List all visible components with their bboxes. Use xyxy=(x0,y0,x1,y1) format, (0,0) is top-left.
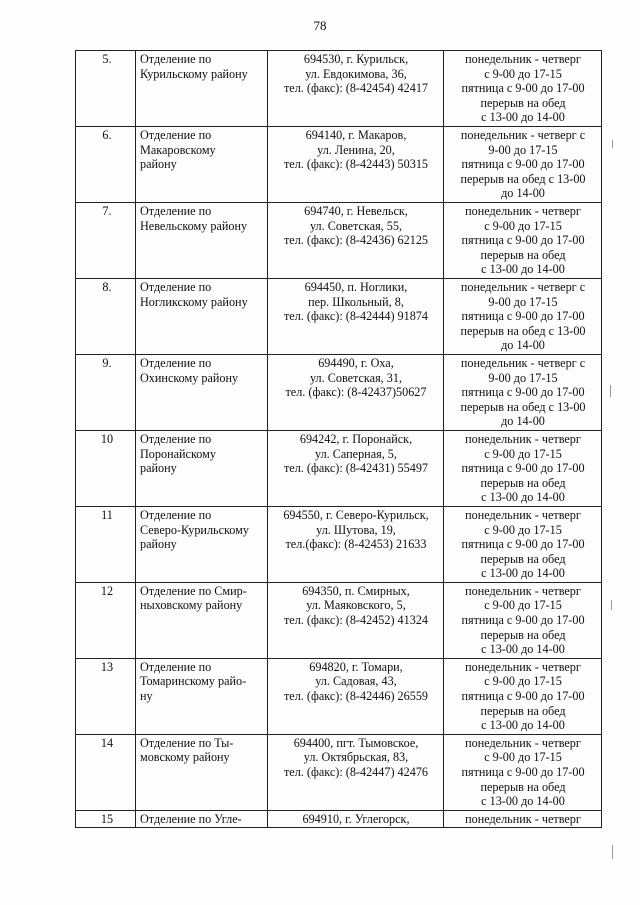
office-hours-line: до 14-00 xyxy=(501,338,545,353)
office-hours-line: понедельник - четверг xyxy=(465,507,581,522)
office-hours-line: понедельник - четверг с xyxy=(460,127,586,142)
table-row xyxy=(76,278,602,354)
office-address-cell xyxy=(268,810,444,828)
row-number: 13 xyxy=(100,659,114,674)
office-address-line: ул. Советская, 31, xyxy=(309,370,402,385)
office-hours-line: с 9-00 до 17-15 xyxy=(484,750,562,765)
office-name-line: Ногликскому району xyxy=(140,294,248,309)
office-hours-line: с 13-00 до 14-00 xyxy=(481,718,565,733)
row-number: 12 xyxy=(100,583,114,598)
office-address-cell xyxy=(268,506,444,582)
row-number-cell xyxy=(76,430,136,506)
office-name-line: Отделение по xyxy=(140,203,212,218)
row-number-cell xyxy=(76,354,136,430)
offices-table-body xyxy=(76,51,602,828)
office-name-line: Отделение по xyxy=(140,659,212,674)
office-hours-line: пятница с 9-00 до 17-00 xyxy=(461,537,585,552)
office-name-cell xyxy=(136,734,268,810)
office-hours-line: с 13-00 до 14-00 xyxy=(481,642,565,657)
office-name-line: району xyxy=(140,157,177,172)
office-hours-line: с 9-00 до 17-15 xyxy=(484,598,562,613)
office-address-line: ул. Шутова, 19, xyxy=(316,522,396,537)
office-hours-line: перерыв на обед xyxy=(480,247,566,262)
table-row xyxy=(76,506,602,582)
office-name-cell xyxy=(136,810,268,828)
office-name-line: Северо-Курильскому xyxy=(140,522,249,537)
office-hours-line: перерыв на обед xyxy=(480,779,566,794)
office-hours-line: с 13-00 до 14-00 xyxy=(481,566,565,581)
office-address-line: тел. (факс): (8-42446) 26559 xyxy=(283,689,429,704)
office-name-line: мовскому району xyxy=(140,750,230,765)
office-address-cell xyxy=(268,582,444,658)
row-number-cell xyxy=(76,734,136,810)
table-row xyxy=(76,810,602,828)
office-address-line: 694242, г. Поронайск, xyxy=(299,431,413,446)
office-hours-line: перерыв на обед xyxy=(480,703,566,718)
office-name-line: Отделение по Смир- xyxy=(140,583,247,598)
office-name-cell xyxy=(136,202,268,278)
row-number: 15 xyxy=(100,811,114,826)
office-name-line: Томаринскому райо- xyxy=(140,674,247,689)
office-hours-line: до 14-00 xyxy=(501,414,545,429)
office-address-line: ул. Ленина, 20, xyxy=(317,142,395,157)
office-address-line: тел. (факс): (8-42447) 42476 xyxy=(283,765,429,780)
office-name-line: Курильскому району xyxy=(140,66,248,81)
office-hours-cell xyxy=(444,51,602,127)
office-hours-line: пятница с 9-00 до 17-00 xyxy=(461,309,585,324)
row-number: 11 xyxy=(101,507,113,522)
office-address-line: ул. Октябрьская, 83, xyxy=(303,750,409,765)
office-hours-line: 9-00 до 17-15 xyxy=(488,370,558,385)
office-name-line: Отделение по Ты- xyxy=(140,735,234,750)
office-address-cell xyxy=(268,278,444,354)
office-hours-cell xyxy=(444,202,602,278)
office-address-line: тел. (факс): (8-42454) 42417 xyxy=(283,81,429,96)
row-number: 6. xyxy=(102,127,112,142)
table-row xyxy=(76,582,602,658)
office-name-cell xyxy=(136,51,268,127)
office-name-line: ныховскому району xyxy=(140,598,243,613)
office-name-cell xyxy=(136,278,268,354)
office-address-line: тел. (факс): (8-42431) 55497 xyxy=(283,461,429,476)
office-hours-line: пятница с 9-00 до 17-00 xyxy=(461,81,585,96)
row-number: 14 xyxy=(100,735,114,750)
office-name-line: Отделение по xyxy=(140,52,212,66)
office-name-line: Макаровскому xyxy=(140,142,216,157)
office-hours-line: перерыв на обед с 13-00 xyxy=(460,171,586,186)
office-name-cell xyxy=(136,582,268,658)
office-hours-cell xyxy=(444,506,602,582)
row-number-cell xyxy=(76,582,136,658)
office-name-cell xyxy=(136,658,268,734)
office-name-cell xyxy=(136,126,268,202)
office-name-line: Отделение по xyxy=(140,507,212,522)
office-address-cell xyxy=(268,51,444,127)
row-number-cell xyxy=(76,810,136,828)
table-row xyxy=(76,202,602,278)
office-hours-line: перерыв на обед с 13-00 xyxy=(460,323,586,338)
office-address-line: ул. Евдокимова, 36, xyxy=(305,66,407,81)
office-hours-line: с 13-00 до 14-00 xyxy=(481,110,565,125)
office-hours-line: понедельник - четверг xyxy=(465,811,581,826)
office-hours-line: пятница с 9-00 до 17-00 xyxy=(461,233,585,248)
table-row xyxy=(76,126,602,202)
office-hours-line: перерыв на обед xyxy=(480,627,566,642)
table-row xyxy=(76,658,602,734)
office-address-line: тел. (факс): (8-42444) 91874 xyxy=(283,309,429,324)
office-hours-line: перерыв на обед xyxy=(480,551,566,566)
office-address-cell xyxy=(268,354,444,430)
office-address-line: 694490, г. Оха, xyxy=(318,355,394,370)
row-number: 10 xyxy=(100,431,114,446)
office-address-line: 694740, г. Невельск, xyxy=(304,203,408,218)
office-address-cell xyxy=(268,126,444,202)
office-name-line: Поронайскому xyxy=(140,446,216,461)
office-name-line: Отделение по Угле- xyxy=(140,811,242,826)
office-address-cell xyxy=(268,658,444,734)
office-hours-line: с 9-00 до 17-15 xyxy=(484,446,562,461)
office-hours-line: пятница с 9-00 до 17-00 xyxy=(461,613,585,628)
office-hours-line: с 9-00 до 17-15 xyxy=(484,674,562,689)
office-address-line: тел.(факс): (8-42453) 21633 xyxy=(285,537,427,552)
row-number-cell xyxy=(76,506,136,582)
office-name-line: Охинскому району xyxy=(140,370,239,385)
office-hours-line: 9-00 до 17-15 xyxy=(488,294,558,309)
office-address-line: 694530, г. Курильск, xyxy=(303,52,409,66)
office-hours-line: с 13-00 до 14-00 xyxy=(481,262,565,277)
office-name-line: Невельскому району xyxy=(140,218,248,233)
table-row xyxy=(76,354,602,430)
office-hours-line: с 9-00 до 17-15 xyxy=(484,66,562,81)
office-name-cell xyxy=(136,430,268,506)
table-row xyxy=(76,734,602,810)
offices-table xyxy=(75,50,602,828)
office-hours-cell xyxy=(444,658,602,734)
office-hours-line: перерыв на обед xyxy=(480,95,566,110)
office-address-line: ул. Садовая, 43, xyxy=(315,674,397,689)
office-name-line: Отделение по xyxy=(140,127,212,142)
scan-mark xyxy=(612,845,613,859)
scan-mark xyxy=(611,600,612,610)
office-hours-line: пятница с 9-00 до 17-00 xyxy=(461,765,585,780)
office-hours-line: 9-00 до 17-15 xyxy=(488,142,558,157)
office-name-line: Отделение по xyxy=(140,355,212,370)
row-number-cell xyxy=(76,658,136,734)
office-hours-line: понедельник - четверг xyxy=(465,659,581,674)
office-address-cell xyxy=(268,202,444,278)
scan-mark xyxy=(612,140,613,148)
office-hours-cell xyxy=(444,354,602,430)
office-address-line: 694350, п. Смирных, xyxy=(302,583,410,598)
office-hours-cell xyxy=(444,582,602,658)
table-row xyxy=(76,51,602,127)
office-name-line: Отделение по xyxy=(140,431,212,446)
office-name-line: району xyxy=(140,537,177,552)
office-hours-cell xyxy=(444,734,602,810)
office-address-line: 694820, г. Томари, xyxy=(309,659,403,674)
office-address-line: ул. Маяковского, 5, xyxy=(306,598,406,613)
office-hours-line: с 13-00 до 14-00 xyxy=(481,794,565,809)
office-name-line: ну xyxy=(140,689,153,704)
office-hours-cell xyxy=(444,430,602,506)
office-hours-line: с 13-00 до 14-00 xyxy=(481,490,565,505)
table-row xyxy=(76,430,602,506)
scan-mark xyxy=(610,385,611,397)
office-address-line: ул. Советская, 55, xyxy=(309,218,402,233)
office-hours-line: с 9-00 до 17-15 xyxy=(484,218,562,233)
office-hours-line: понедельник - четверг xyxy=(465,431,581,446)
row-number: 5. xyxy=(102,52,112,66)
office-address-cell xyxy=(268,734,444,810)
office-hours-line: понедельник - четверг xyxy=(465,583,581,598)
office-address-line: ул. Саперная, 5, xyxy=(315,446,397,461)
office-hours-line: до 14-00 xyxy=(501,186,545,201)
office-hours-cell xyxy=(444,126,602,202)
office-hours-line: пятница с 9-00 до 17-00 xyxy=(461,385,585,400)
row-number: 8. xyxy=(102,279,112,294)
office-address-line: 694450, п. Ноглики, xyxy=(304,279,408,294)
office-name-cell xyxy=(136,506,268,582)
office-hours-line: понедельник - четверг xyxy=(465,735,581,750)
office-hours-line: понедельник - четверг с xyxy=(460,355,586,370)
office-address-line: 694400, пгт. Тымовское, xyxy=(293,735,419,750)
office-hours-line: перерыв на обед xyxy=(480,475,566,490)
office-address-line: 694140, г. Макаров, xyxy=(305,127,407,142)
office-hours-cell xyxy=(444,278,602,354)
office-address-line: тел. (факс): (8-42452) 41324 xyxy=(283,613,429,628)
office-hours-line: понедельник - четверг xyxy=(465,52,581,66)
office-address-cell xyxy=(268,430,444,506)
office-address-line: пер. Школьный, 8, xyxy=(308,294,404,309)
office-name-line: Отделение по xyxy=(140,279,212,294)
office-address-line: тел. (факс): (8-42443) 50315 xyxy=(283,157,429,172)
office-address-line: тел. (факс): (8-42436) 62125 xyxy=(283,233,429,248)
office-hours-cell xyxy=(444,810,602,828)
row-number: 7. xyxy=(102,203,112,218)
office-hours-line: перерыв на обед с 13-00 xyxy=(460,399,586,414)
office-address-line: 694910, г. Углегорск, xyxy=(302,811,410,826)
row-number-cell xyxy=(76,126,136,202)
page-number: 78 xyxy=(313,18,327,33)
row-number: 9. xyxy=(102,355,112,370)
office-hours-line: с 9-00 до 17-15 xyxy=(484,522,562,537)
office-hours-line: пятница с 9-00 до 17-00 xyxy=(461,461,585,476)
office-name-cell xyxy=(136,354,268,430)
office-name-line: району xyxy=(140,461,177,476)
office-hours-line: пятница с 9-00 до 17-00 xyxy=(461,157,585,172)
office-hours-line: понедельник - четверг с xyxy=(460,279,586,294)
office-hours-line: пятница с 9-00 до 17-00 xyxy=(461,689,585,704)
row-number-cell xyxy=(76,51,136,127)
office-hours-line: понедельник - четверг xyxy=(465,203,581,218)
office-address-line: 694550, г. Северо-Курильск, xyxy=(283,507,429,522)
row-number-cell xyxy=(76,202,136,278)
row-number-cell xyxy=(76,278,136,354)
office-address-line: тел. (факс): (8-42437)50627 xyxy=(285,385,427,400)
